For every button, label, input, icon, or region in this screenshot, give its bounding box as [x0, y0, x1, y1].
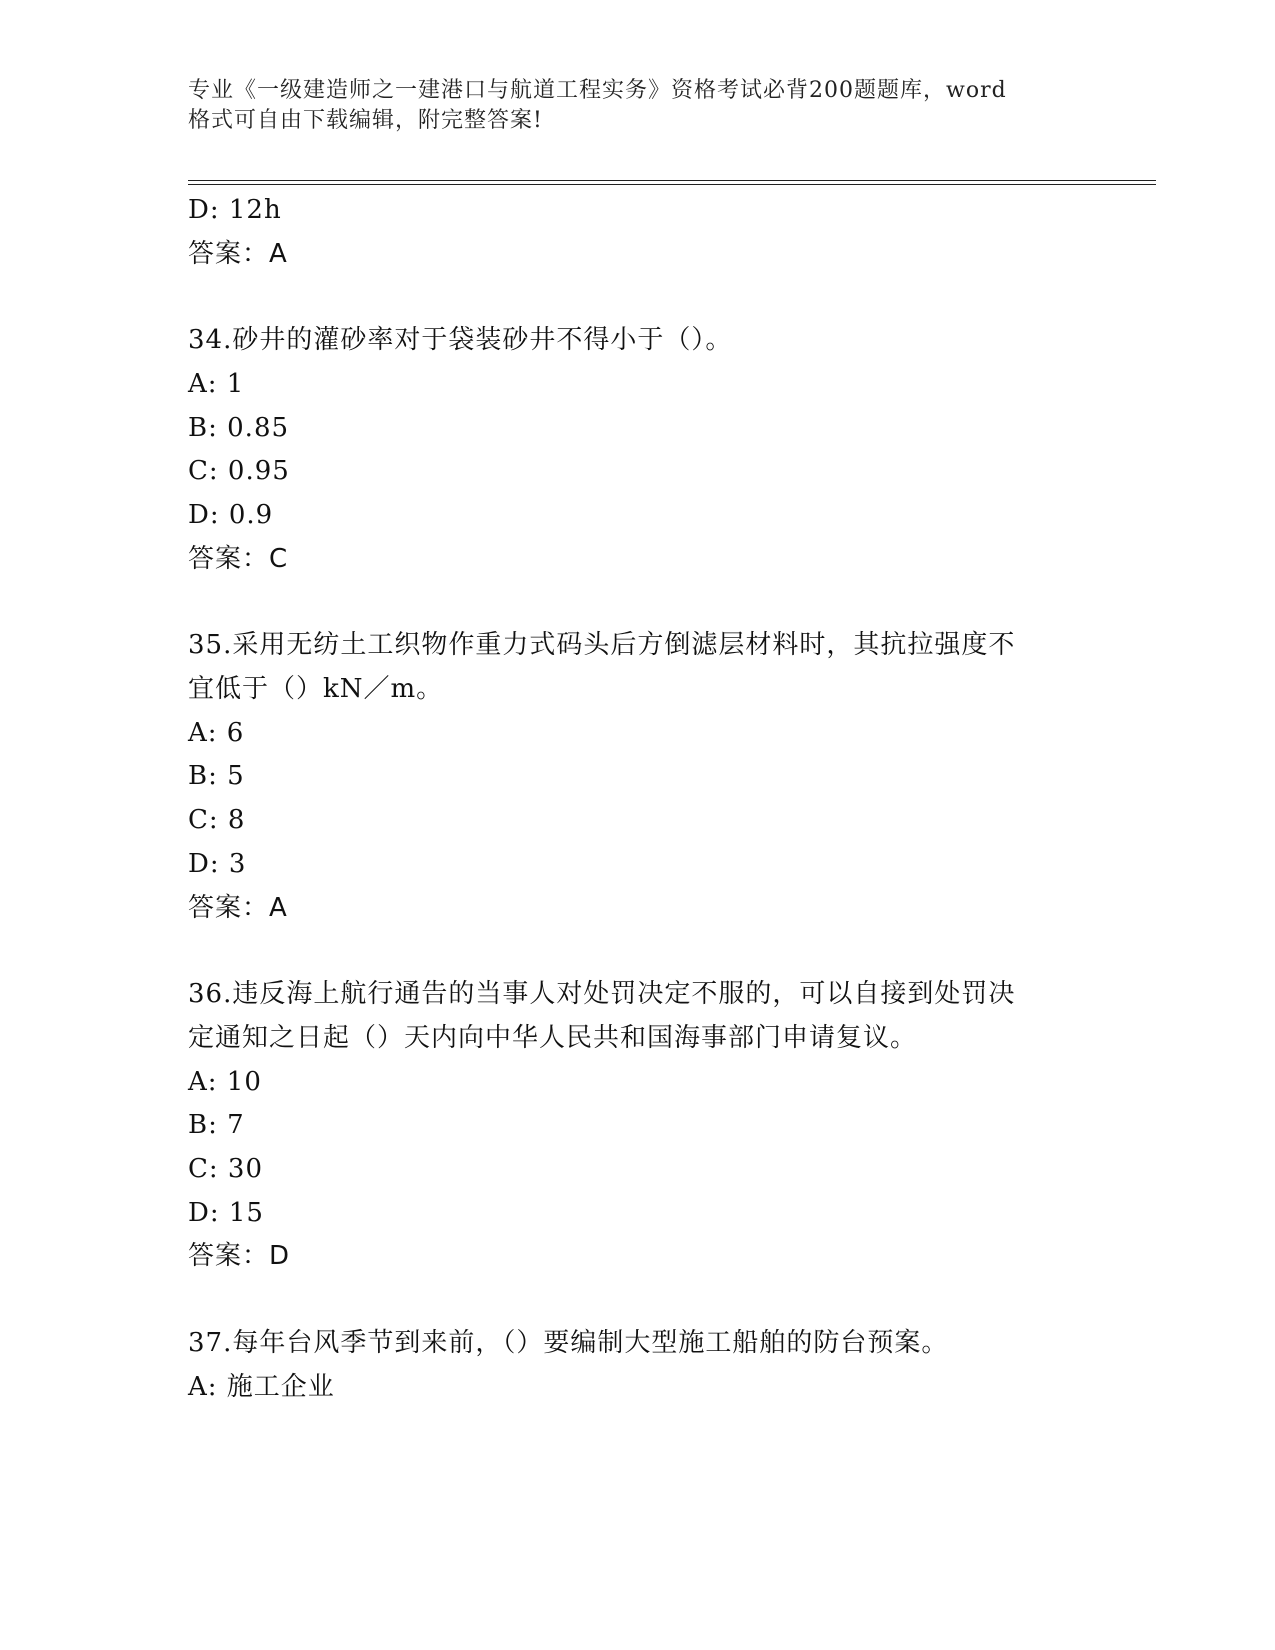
answer: 答案：A [188, 893, 288, 923]
answer: 答案：D [188, 1241, 291, 1271]
option-d: D: 15 [188, 1198, 264, 1228]
option-d: D: 3 [188, 849, 247, 879]
question-stem-line-1: 36.违反海上航行通告的当事人对处罚决定不服的，可以自接到处罚决 [188, 979, 1016, 1009]
header-divider-top [188, 180, 1156, 181]
header-divider-bottom [188, 184, 1156, 185]
option-c: C: 30 [188, 1154, 264, 1184]
option-a: A: 6 [188, 718, 245, 748]
option-b: B: 7 [188, 1110, 245, 1140]
question-stem-line-1: 35.采用无纺土工织物作重力式码头后方倒滤层材料时，其抗拉强度不 [188, 630, 1016, 660]
prev-answer: 答案：A [188, 239, 288, 269]
prev-option-d: D: 12h [188, 195, 282, 225]
document-header [188, 76, 1088, 136]
option-a: A: 施工企业 [188, 1372, 335, 1402]
question-stem-line-2: 定通知之日起（）天内向中华人民共和国海事部门申请复议。 [188, 1023, 918, 1053]
header-line-2: 格式可自由下载编辑，附完整答案! [188, 108, 543, 133]
option-c: C: 8 [188, 805, 246, 835]
option-b: B: 5 [188, 761, 245, 791]
option-d: D: 0.9 [188, 500, 274, 530]
question-stem: 34.砂井的灌砂率对于袋装砂井不得小于（）。 [188, 325, 733, 355]
answer: 答案：C [188, 544, 289, 574]
question-stem-line-2: 宜低于（）kN／m。 [188, 674, 444, 704]
option-a: A: 10 [188, 1067, 262, 1097]
header-line-1: 专业《一级建造师之一建港口与航道工程实务》资格考试必背200题题库，word [188, 78, 1007, 103]
question-stem: 37.每年台风季节到来前，（）要编制大型施工船舶的防台预案。 [188, 1328, 949, 1358]
option-a: A: 1 [188, 369, 245, 399]
option-c: C: 0.95 [188, 456, 290, 486]
option-b: B: 0.85 [188, 413, 290, 443]
